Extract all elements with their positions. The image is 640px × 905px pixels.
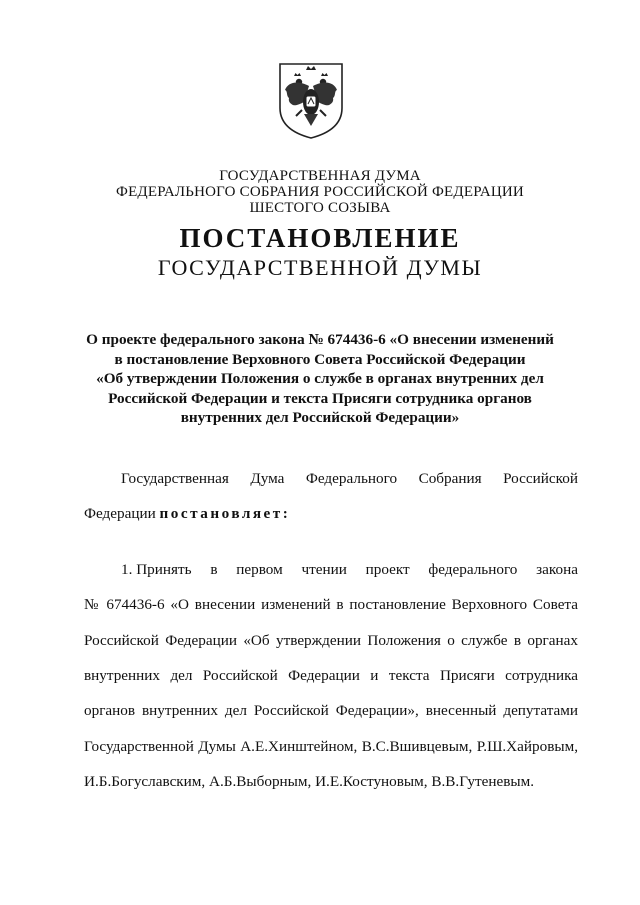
subject-heading [70, 330, 570, 428]
subject-line: в постановление Верховного Совета Российской Федерации [114, 350, 526, 368]
header-line-1: ГОСУДАРСТВЕННАЯ ДУМА [219, 168, 421, 184]
preamble-word: Российской [503, 470, 578, 487]
clause-word: первом [236, 561, 283, 578]
coat-of-arms-icon [276, 60, 346, 140]
preamble-word: Собрания [418, 470, 482, 487]
preamble-word: Государственная [121, 470, 229, 487]
resolution-verb: постановляет: [159, 505, 291, 522]
document-type-subtitle: ГОСУДАРСТВЕННОЙ ДУМЫ [157, 255, 483, 280]
header-line-3: ШЕСТОГО СОЗЫВА [249, 200, 391, 216]
preamble-word: Федерального [305, 470, 398, 487]
clause-1-last-line: И.Б.Богуславским, А.Б.Выборным, И.Е.Костуновым, В.В.Гутеневым. [84, 773, 535, 790]
clause-word: закона [536, 561, 578, 578]
document-type-title: ПОСТАНОВЛЕНИЕ [179, 223, 461, 253]
subject-line: Российской Федерации и текста Присяги сотрудника органов [108, 389, 532, 407]
clause-1-line: органов внутренних дел Российской Федерации», внесенный депутатами [84, 702, 578, 719]
subject-line: О проекте федерального закона № 674436-6 «О внесении изменений [86, 331, 554, 348]
clause-word: чтении [301, 561, 347, 578]
clause-1-line: Государственной Думы А.Е.Хинштейном, В.С.Вшивцевым, Р.Ш.Хайровым, [84, 738, 578, 755]
clause-1-line-1 [121, 561, 578, 579]
preamble-word: Дума [250, 470, 285, 487]
subject-line: «Об утверждении Положения о службе в органах внутренних дел [96, 370, 544, 387]
preamble-line-2 [84, 505, 578, 523]
preamble-line-1 [121, 470, 578, 488]
clause-word: проект [365, 561, 410, 578]
clause-1-line: внутренних дел Российской Федерации и текста Присяги сотрудника [84, 667, 578, 684]
clause-1-line: Российской Федерации «Об утверждении Положения о службе в органах [84, 632, 578, 649]
clause-word: федерального [428, 561, 518, 578]
clause-word: в [210, 561, 218, 578]
header-line-2: ФЕДЕРАЛЬНОГО СОБРАНИЯ РОССИЙСКОЙ ФЕДЕРАЦИИ [116, 184, 524, 200]
subject-line: внутренних дел Российской Федерации» [180, 409, 460, 426]
preamble-prefix: Федерации [84, 505, 160, 522]
clause-word: 1. Принять [121, 561, 192, 578]
clause-1-line: № 674436-6 «О внесении изменений в постановление Верховного Совета [84, 596, 578, 613]
